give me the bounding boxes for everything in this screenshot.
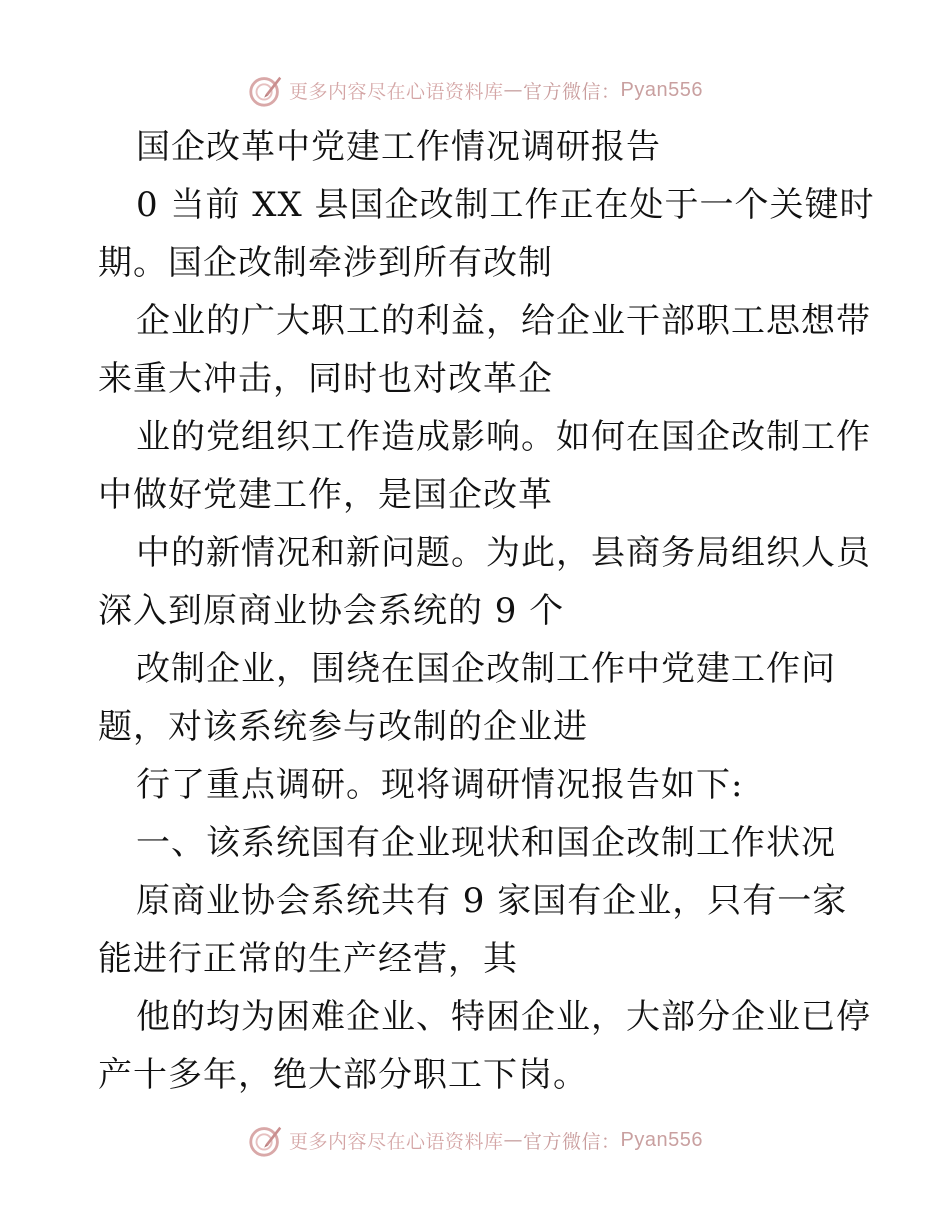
text-line: 改制企业，围绕在国企改制工作中党建工作问 [136, 649, 836, 689]
quill-logo-icon [247, 1121, 285, 1159]
text-line: 深入到原商业协会系统的 9 个 [98, 591, 565, 631]
watermark-banner-top [0, 70, 950, 110]
text-line: 国企改革中党建工作情况调研报告 [136, 127, 661, 167]
banner-wechat-id: Pyan556 [620, 1128, 703, 1151]
text-line: 企业的广大职工的利益，给企业干部职工思想带 [136, 301, 871, 341]
banner-dash: — [503, 79, 524, 101]
text-line: 来重大冲击，同时也对改革企 [98, 359, 553, 399]
text-line: 业的党组织工作造成影响。如何在国企改制工作 [136, 417, 871, 457]
text-line: 原商业协会系统共有 9 家国有企业，只有一家 [136, 881, 848, 921]
banner-main-text: 更多内容尽在心语资料库 [289, 1130, 504, 1153]
banner-sub-text: 官方微信： [523, 1130, 621, 1153]
watermark-banner-bottom [0, 1120, 950, 1160]
document-body [98, 118, 875, 1104]
quill-logo-icon [247, 71, 285, 109]
text-line: 题，对该系统参与改制的企业进 [98, 707, 588, 747]
banner-sub-text: 官方微信： [523, 80, 621, 103]
text-line: 0 当前 XX 县国企改制工作正在处于一个关键时 [136, 185, 875, 225]
banner-dash: — [503, 1129, 524, 1151]
banner-main-text: 更多内容尽在心语资料库 [289, 80, 504, 103]
text-line: 一、该系统国有企业现状和国企改制工作状况 [136, 823, 836, 863]
text-line: 中的新情况和新问题。为此，县商务局组织人员 [136, 533, 871, 573]
banner-wechat-id: Pyan556 [620, 78, 703, 101]
text-line: 行了重点调研。现将调研情况报告如下: [136, 765, 744, 805]
text-line: 中做好党建工作，是国企改革 [98, 475, 553, 515]
text-line: 能进行正常的生产经营，其 [98, 939, 518, 979]
text-line: 他的均为困难企业、特困企业，大部分企业已停 [136, 997, 871, 1037]
text-line: 产十多年，绝大部分职工下岗。 [98, 1055, 588, 1095]
text-line: 期。国企改制牵涉到所有改制 [98, 243, 553, 283]
